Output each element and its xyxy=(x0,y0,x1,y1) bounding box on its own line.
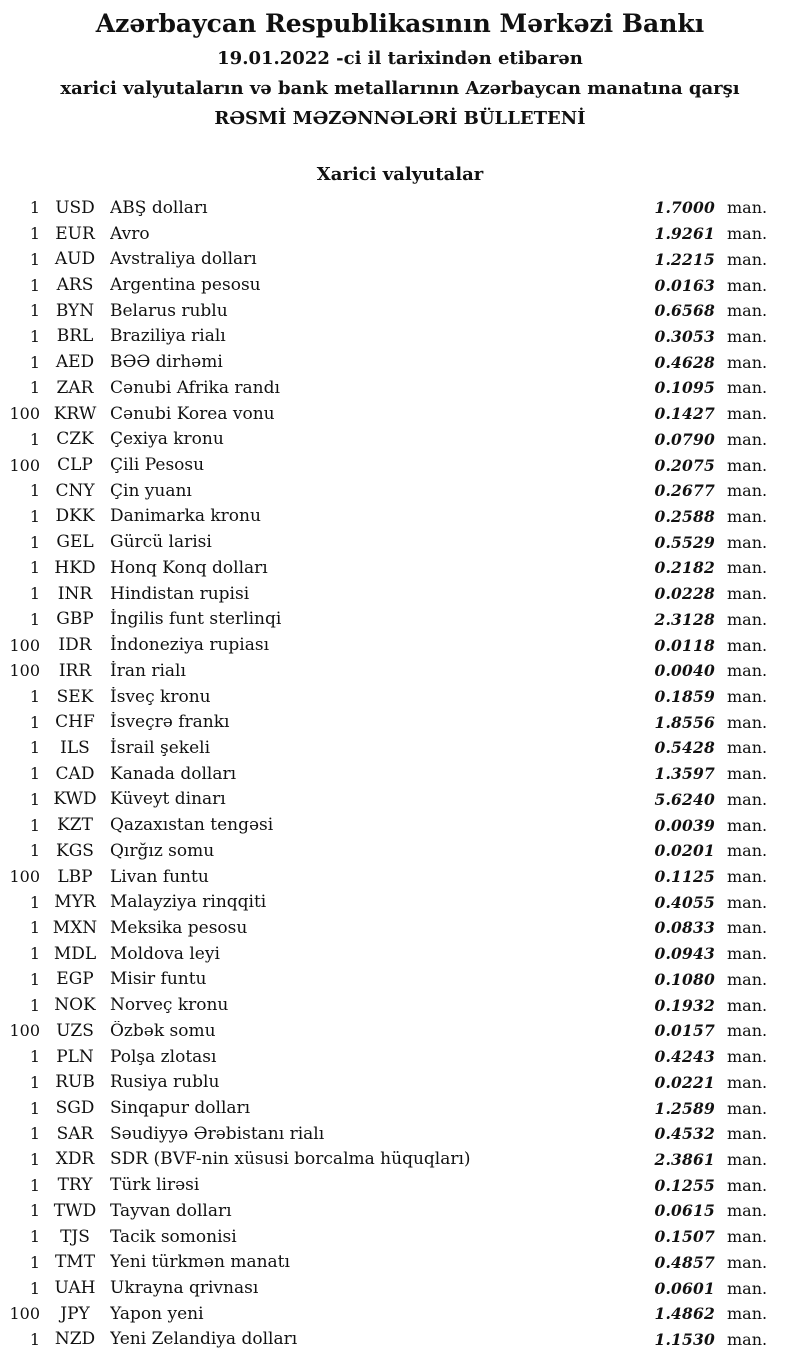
currency-name-cell: Yapon yeni xyxy=(110,1303,204,1324)
currency-name-cell: Özbək somu xyxy=(110,1020,216,1041)
quantity-cell: 1 xyxy=(29,738,40,758)
unit-label-cell: man. xyxy=(727,609,768,629)
rate-value-cell: 0.0118 xyxy=(654,635,715,655)
rate-value-cell: 0.0615 xyxy=(654,1201,715,1221)
rate-value-cell: 1.9261 xyxy=(654,224,715,244)
unit-label-cell: man. xyxy=(727,1047,768,1067)
currency-code-cell: MYR xyxy=(54,892,96,913)
unit-label-cell: man. xyxy=(727,275,768,295)
rate-value-cell: 0.0039 xyxy=(654,815,715,835)
quantity-cell: 1 xyxy=(29,481,40,501)
currency-code-cell: SGD xyxy=(55,1098,95,1119)
rate-value-cell: 0.4055 xyxy=(654,892,715,912)
rate-row xyxy=(0,298,800,324)
quantity-cell: 1 xyxy=(29,1252,40,1272)
rate-row xyxy=(0,1198,800,1224)
unit-label-cell: man. xyxy=(727,867,768,887)
section-title-foreign-currencies: Xarici valyutalar xyxy=(316,164,484,185)
rate-row xyxy=(0,889,800,915)
currency-code-cell: ZAR xyxy=(56,377,94,398)
rate-value-cell: 0.4532 xyxy=(654,1124,715,1144)
currency-name-cell: Avstraliya dolları xyxy=(110,249,257,270)
currency-name-cell: İngilis funt sterlinqi xyxy=(110,609,282,630)
rate-value-cell: 0.0040 xyxy=(654,661,715,681)
currency-code-cell: EUR xyxy=(55,223,95,244)
currency-name-cell: ABŞ dolları xyxy=(110,197,208,218)
bulletin-title-line: RƏSMİ MƏZƏNNƏLƏRİ BÜLLETENİ xyxy=(214,108,586,129)
unit-label-cell: man. xyxy=(727,1072,768,1092)
bank-title: Azərbaycan Respublikasının Mərkəzi Bankı xyxy=(95,9,705,38)
unit-label-cell: man. xyxy=(727,1124,768,1144)
currency-name-cell: Cənubi Korea vonu xyxy=(110,403,275,424)
quantity-cell: 1 xyxy=(29,198,40,218)
quantity-cell: 1 xyxy=(29,1227,40,1247)
rate-value-cell: 0.0228 xyxy=(654,584,715,604)
currency-code-cell: IRR xyxy=(58,660,92,681)
currency-code-cell: CNY xyxy=(55,480,95,501)
quantity-cell: 1 xyxy=(29,1201,40,1221)
quantity-cell: 1 xyxy=(29,609,40,629)
currency-name-cell: BƏƏ dirhəmi xyxy=(110,352,223,373)
rate-row xyxy=(0,349,800,375)
rate-row xyxy=(0,1224,800,1250)
unit-label-cell: man. xyxy=(727,635,768,655)
currency-code-cell: AUD xyxy=(54,249,96,270)
unit-label-cell: man. xyxy=(727,1098,768,1118)
rate-row xyxy=(0,401,800,427)
unit-label-cell: man. xyxy=(727,249,768,269)
rate-row xyxy=(0,375,800,401)
unit-label-cell: man. xyxy=(727,532,768,552)
currency-name-cell: Kanada dolları xyxy=(110,763,237,784)
unit-label-cell: man. xyxy=(727,918,768,938)
quantity-cell: 1 xyxy=(29,1149,40,1169)
unit-label-cell: man. xyxy=(727,969,768,989)
quantity-cell: 1 xyxy=(29,275,40,295)
rate-value-cell: 0.1080 xyxy=(654,969,715,989)
currency-code-cell: UAH xyxy=(54,1278,96,1299)
currency-code-cell: IDR xyxy=(58,635,92,656)
unit-label-cell: man. xyxy=(727,301,768,321)
currency-code-cell: KWD xyxy=(53,789,97,810)
quantity-cell: 1 xyxy=(29,815,40,835)
currency-name-cell: Türk lirəsi xyxy=(110,1175,200,1196)
currency-name-cell: Livan funtu xyxy=(110,866,209,887)
currency-name-cell: Qazaxıstan tengəsi xyxy=(110,815,274,836)
currency-code-cell: TWD xyxy=(53,1200,97,1221)
unit-label-cell: man. xyxy=(727,1149,768,1169)
unit-label-cell: man. xyxy=(727,841,768,861)
currency-name-cell: İran rialı xyxy=(110,660,186,681)
quantity-cell: 1 xyxy=(29,789,40,809)
quantity-cell: 1 xyxy=(29,1047,40,1067)
rate-value-cell: 0.1427 xyxy=(654,404,715,424)
currency-name-cell: Moldova leyi xyxy=(110,943,220,964)
currency-name-cell: Malayziya rinqqiti xyxy=(110,892,267,913)
currency-name-cell: Küveyt dinarı xyxy=(110,789,226,810)
rate-value-cell: 0.1932 xyxy=(654,995,715,1015)
unit-label-cell: man. xyxy=(727,738,768,758)
currency-name-cell: Norveç kronu xyxy=(110,995,229,1016)
currency-name-cell: Tayvan dolları xyxy=(110,1200,232,1221)
rate-value-cell: 0.0943 xyxy=(654,944,715,964)
unit-label-cell: man. xyxy=(727,481,768,501)
rate-row xyxy=(0,992,800,1018)
quantity-cell: 100 xyxy=(9,867,40,887)
currency-name-cell: Tacik somonisi xyxy=(110,1226,237,1247)
rate-row xyxy=(0,504,800,530)
rate-row xyxy=(0,246,800,272)
quantity-cell: 100 xyxy=(9,635,40,655)
quantity-cell: 1 xyxy=(29,712,40,732)
currency-name-cell: Cənubi Afrika randı xyxy=(110,377,280,398)
rate-row xyxy=(0,426,800,452)
unit-label-cell: man. xyxy=(727,995,768,1015)
rate-row xyxy=(0,195,800,221)
currency-name-cell: Polşa zlotası xyxy=(110,1046,217,1067)
unit-label-cell: man. xyxy=(727,815,768,835)
quantity-cell: 1 xyxy=(29,892,40,912)
rate-value-cell: 1.8556 xyxy=(654,712,715,732)
unit-label-cell: man. xyxy=(727,584,768,604)
rate-row xyxy=(0,452,800,478)
currency-code-cell: KZT xyxy=(57,815,93,836)
currency-name-cell: Ukrayna qrivnası xyxy=(110,1278,259,1299)
quantity-cell: 1 xyxy=(29,1098,40,1118)
quantity-cell: 100 xyxy=(9,1304,40,1324)
subtitle-line: xarici valyutaların və bank metallarının Azərbaycan manatına qarşı xyxy=(60,78,740,99)
currency-code-cell: GEL xyxy=(56,532,94,553)
currency-code-cell: HKD xyxy=(54,557,96,578)
currency-code-cell: TJS xyxy=(60,1226,90,1247)
quantity-cell: 1 xyxy=(29,558,40,578)
unit-label-cell: man. xyxy=(727,558,768,578)
rate-value-cell: 0.0201 xyxy=(654,841,715,861)
quantity-cell: 1 xyxy=(29,429,40,449)
rate-value-cell: 0.1859 xyxy=(654,687,715,707)
rate-row xyxy=(0,272,800,298)
currency-code-cell: KGS xyxy=(56,840,94,861)
quantity-cell: 1 xyxy=(29,969,40,989)
currency-name-cell: Gürcü larisi xyxy=(110,532,212,553)
quantity-cell: 1 xyxy=(29,687,40,707)
rate-value-cell: 1.2215 xyxy=(654,249,715,269)
currency-code-cell: GBP xyxy=(56,609,94,630)
rate-value-cell: 0.0157 xyxy=(654,1021,715,1041)
unit-label-cell: man. xyxy=(727,661,768,681)
currency-name-cell: İsveç kronu xyxy=(110,686,211,707)
quantity-cell: 1 xyxy=(29,532,40,552)
currency-name-cell: Misir funtu xyxy=(110,969,207,990)
quantity-cell: 1 xyxy=(29,378,40,398)
currency-name-cell: Avro xyxy=(110,223,150,244)
currency-name-cell: Sinqapur dolları xyxy=(110,1098,251,1119)
rate-value-cell: 0.0221 xyxy=(654,1072,715,1092)
rate-row xyxy=(0,1249,800,1275)
quantity-cell: 1 xyxy=(29,1072,40,1092)
rate-row xyxy=(0,581,800,607)
currency-name-cell: Çexiya kronu xyxy=(110,429,224,450)
quantity-cell: 100 xyxy=(9,404,40,424)
rate-value-cell: 2.3128 xyxy=(654,609,715,629)
currency-name-cell: Belarus rublu xyxy=(110,300,228,321)
quantity-cell: 100 xyxy=(9,1021,40,1041)
quantity-cell: 1 xyxy=(29,918,40,938)
rate-value-cell: 1.3597 xyxy=(654,764,715,784)
rate-row xyxy=(0,709,800,735)
rate-row xyxy=(0,864,800,890)
currency-code-cell: MXN xyxy=(52,917,98,938)
rate-value-cell: 1.7000 xyxy=(654,198,715,218)
currency-name-cell: Yeni Zelandiya dolları xyxy=(110,1329,298,1350)
rate-row xyxy=(0,1018,800,1044)
currency-code-cell: TRY xyxy=(57,1175,93,1196)
currency-code-cell: BYN xyxy=(55,300,95,321)
rate-value-cell: 0.1095 xyxy=(654,378,715,398)
rate-row xyxy=(0,607,800,633)
currency-code-cell: CHF xyxy=(55,712,95,733)
rate-value-cell: 1.2589 xyxy=(654,1098,715,1118)
rate-row xyxy=(0,941,800,967)
rate-value-cell: 0.4243 xyxy=(654,1047,715,1067)
rate-row xyxy=(0,735,800,761)
rate-row xyxy=(0,478,800,504)
rate-row xyxy=(0,967,800,993)
currency-code-cell: JPY xyxy=(60,1303,90,1324)
rate-value-cell: 0.5428 xyxy=(654,738,715,758)
effective-date-line: 19.01.2022 -ci il tarixindən etibarən xyxy=(217,48,583,69)
unit-label-cell: man. xyxy=(727,224,768,244)
bulletin-header xyxy=(0,0,800,130)
quantity-cell: 1 xyxy=(29,841,40,861)
currency-code-cell: PLN xyxy=(56,1046,94,1067)
rate-value-cell: 2.3861 xyxy=(654,1149,715,1169)
rate-value-cell: 0.0790 xyxy=(654,429,715,449)
currency-code-cell: CZK xyxy=(56,429,94,450)
currency-name-cell: Çin yuanı xyxy=(110,480,192,501)
currency-code-cell: CLP xyxy=(57,455,93,476)
quantity-cell: 1 xyxy=(29,224,40,244)
unit-label-cell: man. xyxy=(727,198,768,218)
currency-code-cell: KRW xyxy=(53,403,97,424)
rate-row xyxy=(0,324,800,350)
rate-row xyxy=(0,684,800,710)
rate-row xyxy=(0,1147,800,1173)
rate-value-cell: 0.1255 xyxy=(654,1175,715,1195)
currency-code-cell: NOK xyxy=(54,995,96,1016)
currency-code-cell: LBP xyxy=(57,866,93,887)
rate-row xyxy=(0,658,800,684)
rate-value-cell: 0.0163 xyxy=(654,275,715,295)
currency-name-cell: Meksika pesosu xyxy=(110,917,248,938)
unit-label-cell: man. xyxy=(727,1175,768,1195)
unit-label-cell: man. xyxy=(727,1201,768,1221)
rate-value-cell: 0.2677 xyxy=(654,481,715,501)
rate-row xyxy=(0,221,800,247)
currency-name-cell: Səudiyyə Ərəbistanı rialı xyxy=(110,1123,325,1144)
rate-row xyxy=(0,1121,800,1147)
unit-label-cell: man. xyxy=(727,378,768,398)
unit-label-cell: man. xyxy=(727,764,768,784)
quantity-cell: 1 xyxy=(29,1278,40,1298)
quantity-cell: 1 xyxy=(29,584,40,604)
quantity-cell: 1 xyxy=(29,301,40,321)
rate-row xyxy=(0,632,800,658)
currency-code-cell: AED xyxy=(55,352,95,373)
unit-label-cell: man. xyxy=(727,712,768,732)
currency-code-cell: NZD xyxy=(54,1329,96,1350)
quantity-cell: 1 xyxy=(29,352,40,372)
rate-value-cell: 0.1507 xyxy=(654,1227,715,1247)
rate-row xyxy=(0,1172,800,1198)
unit-label-cell: man. xyxy=(727,404,768,424)
unit-label-cell: man. xyxy=(727,1021,768,1041)
rate-value-cell: 0.2588 xyxy=(654,506,715,526)
currency-code-cell: CAD xyxy=(55,763,95,784)
rate-row xyxy=(0,1327,800,1353)
currency-name-cell: Yeni türkmən manatı xyxy=(110,1252,290,1273)
unit-label-cell: man. xyxy=(727,789,768,809)
rate-value-cell: 0.5529 xyxy=(654,532,715,552)
rate-row xyxy=(0,812,800,838)
currency-name-cell: Braziliya rialı xyxy=(110,326,226,347)
unit-label-cell: man. xyxy=(727,892,768,912)
rate-value-cell: 0.0601 xyxy=(654,1278,715,1298)
currency-code-cell: RUB xyxy=(55,1072,95,1093)
currency-code-cell: XDR xyxy=(55,1149,95,1170)
quantity-cell: 1 xyxy=(29,995,40,1015)
rate-row xyxy=(0,529,800,555)
currency-code-cell: MDL xyxy=(53,943,97,964)
unit-label-cell: man. xyxy=(727,944,768,964)
rate-row xyxy=(0,1275,800,1301)
unit-label-cell: man. xyxy=(727,1304,768,1324)
currency-name-cell: Rusiya rublu xyxy=(110,1072,220,1093)
currency-name-cell: Qırğız somu xyxy=(110,840,215,861)
currency-code-cell: ARS xyxy=(56,275,94,296)
rate-value-cell: 1.4862 xyxy=(654,1304,715,1324)
unit-label-cell: man. xyxy=(727,1329,768,1349)
quantity-cell: 100 xyxy=(9,661,40,681)
rate-value-cell: 0.2182 xyxy=(654,558,715,578)
currency-code-cell: EGP xyxy=(56,969,94,990)
rate-row xyxy=(0,555,800,581)
rate-value-cell: 0.1125 xyxy=(654,867,715,887)
unit-label-cell: man. xyxy=(727,1227,768,1247)
currency-code-cell: UZS xyxy=(56,1020,94,1041)
rate-row xyxy=(0,1095,800,1121)
rate-value-cell: 0.6568 xyxy=(654,301,715,321)
rate-value-cell: 0.0833 xyxy=(654,918,715,938)
quantity-cell: 1 xyxy=(29,249,40,269)
rate-row xyxy=(0,838,800,864)
currency-code-cell: SEK xyxy=(56,686,94,707)
currency-code-cell: TMT xyxy=(54,1252,96,1273)
currency-name-cell: Danimarka kronu xyxy=(110,506,261,527)
unit-label-cell: man. xyxy=(727,1252,768,1272)
exchange-rates-table xyxy=(0,195,800,1352)
quantity-cell: 1 xyxy=(29,1175,40,1195)
quantity-cell: 1 xyxy=(29,944,40,964)
unit-label-cell: man. xyxy=(727,352,768,372)
unit-label-cell: man. xyxy=(727,1278,768,1298)
rate-value-cell: 5.6240 xyxy=(654,789,715,809)
rate-value-cell: 1.1530 xyxy=(654,1329,715,1349)
currency-name-cell: SDR (BVF-nin xüsusi borcalma hüquqları) xyxy=(110,1149,471,1170)
unit-label-cell: man. xyxy=(727,687,768,707)
currency-name-cell: Hindistan rupisi xyxy=(110,583,250,604)
currency-code-cell: INR xyxy=(57,583,93,604)
rate-row xyxy=(0,761,800,787)
rate-row xyxy=(0,787,800,813)
rate-value-cell: 0.3053 xyxy=(654,326,715,346)
quantity-cell: 1 xyxy=(29,1124,40,1144)
quantity-cell: 1 xyxy=(29,764,40,784)
currency-name-cell: İsveçrə frankı xyxy=(110,712,230,733)
quantity-cell: 1 xyxy=(29,1329,40,1349)
rate-value-cell: 0.2075 xyxy=(654,455,715,475)
rate-row xyxy=(0,1044,800,1070)
currency-name-cell: İsrail şekeli xyxy=(110,737,210,758)
currency-code-cell: ILS xyxy=(60,737,90,758)
unit-label-cell: man. xyxy=(727,326,768,346)
currency-name-cell: Honq Konq dolları xyxy=(110,557,268,578)
quantity-cell: 100 xyxy=(9,455,40,475)
unit-label-cell: man. xyxy=(727,429,768,449)
quantity-cell: 1 xyxy=(29,506,40,526)
currency-name-cell: Çili Pesosu xyxy=(110,455,205,476)
rate-value-cell: 0.4857 xyxy=(654,1252,715,1272)
currency-code-cell: BRL xyxy=(56,326,94,347)
rate-row xyxy=(0,1069,800,1095)
quantity-cell: 1 xyxy=(29,326,40,346)
currency-code-cell: SAR xyxy=(56,1123,94,1144)
rate-value-cell: 0.4628 xyxy=(654,352,715,372)
rate-row xyxy=(0,1301,800,1327)
currency-name-cell: İndoneziya rupiası xyxy=(110,635,270,656)
currency-code-cell: USD xyxy=(55,197,95,218)
currency-code-cell: DKK xyxy=(55,506,95,527)
unit-label-cell: man. xyxy=(727,455,768,475)
currency-name-cell: Argentina pesosu xyxy=(110,275,261,296)
unit-label-cell: man. xyxy=(727,506,768,526)
rate-row xyxy=(0,915,800,941)
